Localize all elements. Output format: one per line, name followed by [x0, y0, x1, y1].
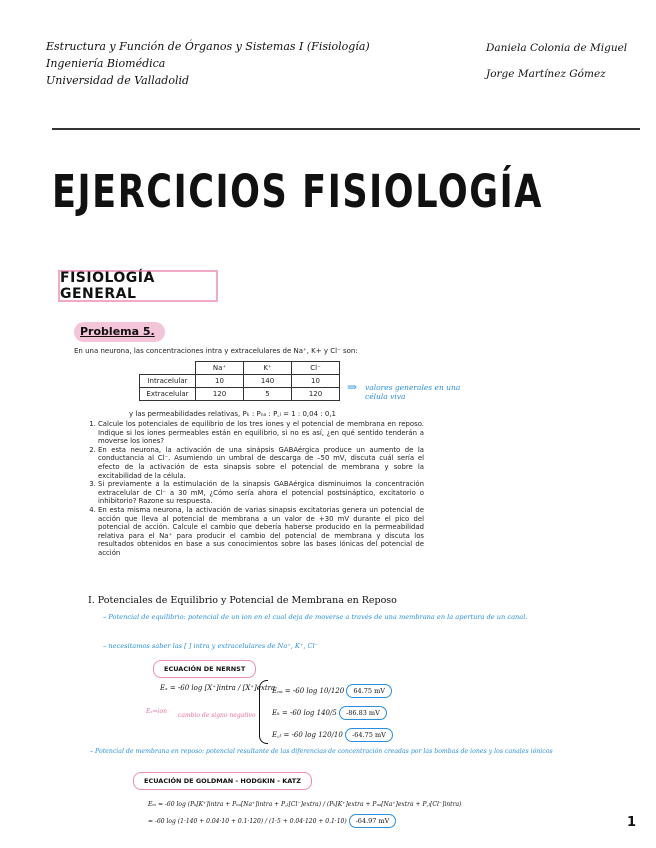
e-cl-value: -64.75 mV — [345, 728, 393, 742]
column-header: Na⁺ — [196, 362, 244, 375]
problem-label: Problema 5. — [74, 322, 165, 342]
permeability-ratio: y las permeabilidades relativas, Pₖ : Pₙₐ : P꜀ₗ = 1 : 0,04 : 0,1 — [129, 410, 336, 418]
goldman-formula: Eₘ = -60 log (Pₖ[K⁺]intra + Pₙₐ[Na⁺]intra + P꜀ₗ[Cl⁻]extra) / (Pₖ[K⁺]extra + Pₙₐ[Na⁺]extra + P꜀ₗ[Cl⁻]intra) — [148, 801, 462, 808]
e-cl-row — [272, 728, 393, 742]
table-cell: 140 — [244, 375, 292, 388]
e-na-formula: Eₙₐ = -60 log 10/120 — [272, 687, 345, 695]
list-item: 4. En esta misma neurona, la activación de varias sinapsis excitatorias genera un potencial de acción que lleva al potencial de membrana a un valor de +30 mV durante el pico del potencial de acción. Calcule el cambio que debería haberse producido en la permeabilidad relativa para el Na⁺ para producir el cambio del potencial de membrana y discuta los resultados obtenidos en base a sus conocimientos sobre las bases iónicas del potencial de acción — [98, 506, 424, 558]
page-number: 1 — [626, 815, 636, 830]
goldman-value: -64.97 mV — [349, 814, 397, 828]
goldman-substitution-row — [148, 814, 396, 828]
table-row — [140, 388, 340, 401]
list-item: 2. En esta neurona, la activación de una sinápsis GABAérgica produce un aumento de la conductancia al Cl⁻. Asumiendo un umbral de descarga de –50 mV, discuta cuál sería el efecto de la activación de esta sinapsis sobre el potencial de membrana y sobre la excitabilidad de la célula. — [98, 446, 424, 480]
course-header — [46, 38, 406, 89]
section-heading: FISIOLOGÍA GENERAL — [58, 270, 218, 302]
results-bracket — [259, 680, 268, 744]
equilibrium-definition: – Potencial de equilibrio: potencial de un ion en el cual deja de moverse a través de una membrana en la apertura de un canal. — [103, 613, 528, 621]
goldman-label: ECUACIÓN DE GOLDMAN - HODGKIN - KATZ — [133, 772, 312, 790]
column-header: Cl⁻ — [292, 362, 340, 375]
notes-subsection-title: I. Potenciales de Equilibrio y Potencial de Membrana en Reposo — [88, 595, 397, 606]
e-na-row — [272, 684, 392, 698]
table-cell: 5 — [244, 388, 292, 401]
column-header: K⁺ — [244, 362, 292, 375]
row-label: Extracelular — [140, 388, 196, 401]
e-cl-formula: E꜀ₗ = -60 log 120/10 — [272, 731, 343, 739]
author-2 — [486, 68, 606, 80]
e-na-value: 64.75 mV — [346, 684, 392, 698]
ion-note: Eₓ⇒ion — [146, 708, 167, 715]
concentration-note: – necesitamos saber las [ ] intra y extracelulares de Na⁺, K⁺, Cl⁻ — [103, 642, 319, 650]
e-k-row — [272, 706, 387, 720]
problem-intro: En una neurona, las concentraciones intra y extracelulares de Na⁺, K+ y Cl⁻ son: — [74, 347, 358, 355]
course-line: Ingeniería Biomédica — [46, 57, 166, 70]
sign-note: cambio de signo negativo — [178, 712, 256, 719]
table-cell: 10 — [196, 375, 244, 388]
row-label: Intracelular — [140, 375, 196, 388]
e-k-value: -86.83 mV — [339, 706, 387, 720]
author-name: Jorge Martínez Gómez — [486, 68, 606, 80]
list-item: 3. Si previamente a la estimulación de la sinapsis GABAérgica disminuimos la concentración extracelular de Cl⁻ a 30 mM, ¿Cómo sería ahora el potencial postsináptico, excitatorio o inhibitorio? Razone su respuesta. — [98, 480, 424, 506]
list-item: 1. Calcule los potenciales de equilibrio de los tres iones y el potencial de membrana en reposo. Indique si los iones permeables están en equilibrio, si no es así, ¿en qué sentido tenderán a moverse los iones? — [98, 420, 424, 446]
goldman-substitution: = -60 log (1·140 + 0.04·10 + 0.1·120) / (1·5 + 0.04·120 + 0.1·10) — [148, 818, 347, 825]
page-title: EJERCICIOS FISIOLOGÍA — [52, 165, 543, 218]
author-1 — [486, 42, 627, 54]
table-header-row — [140, 362, 340, 375]
resting-potential-definition: – Potencial de membrana en reposo: potencial resultante de las diferencias de concentración creadas por las bombas de iones y los canales iónicos — [90, 748, 553, 755]
e-k-formula: Eₖ = -60 log 140/5 — [272, 709, 337, 717]
arrow-right-icon: ⇒ — [347, 380, 358, 394]
table-cell: 120 — [196, 388, 244, 401]
question-list — [78, 420, 424, 558]
header-divider — [52, 128, 640, 130]
table-cell: 10 — [292, 375, 340, 388]
course-line: Universidad de Valladolid — [46, 74, 190, 87]
annotation-text: valores generales en una célula viva — [365, 383, 461, 401]
table-corner — [140, 362, 196, 375]
table-annotation — [347, 380, 465, 401]
course-line: Estructura y Función de Órganos y Sistemas I (Fisiología) — [46, 40, 370, 53]
table-cell: 120 — [292, 388, 340, 401]
concentration-table — [139, 361, 340, 401]
nernst-label: ECUACIÓN DE NERNST — [153, 660, 256, 678]
table-row — [140, 375, 340, 388]
nernst-formula: Eₓ = -60 log [X⁺]intra / [X⁺]extra — [160, 684, 276, 692]
author-name: Daniela Colonia de Miguel — [486, 42, 628, 54]
